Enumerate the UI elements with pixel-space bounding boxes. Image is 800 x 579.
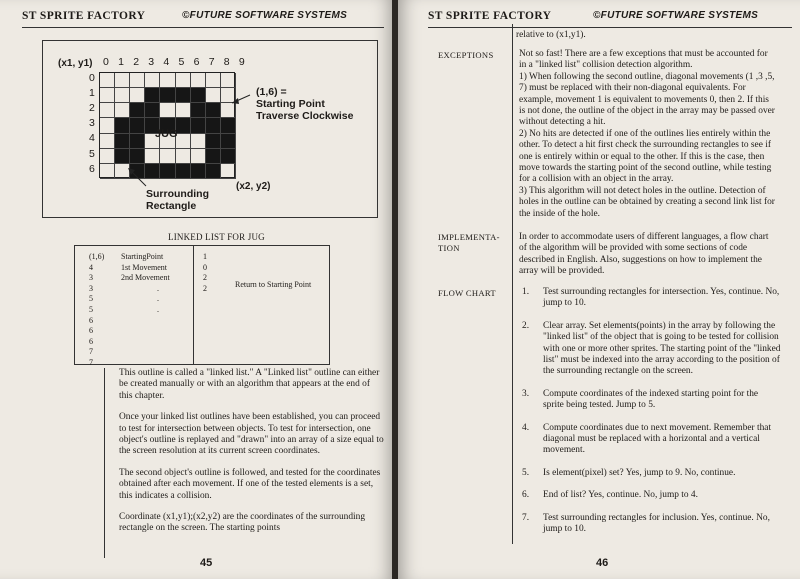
step-number: 7. (522, 512, 530, 523)
section-label-implementation: IMPLEMENTA- TION (438, 232, 500, 253)
row-label: 0 (89, 72, 95, 84)
ll-cell: 5 (89, 304, 93, 314)
step-number: 5. (522, 467, 530, 478)
ll-cell: 0 (203, 262, 207, 272)
step-number: 6. (522, 490, 530, 501)
section-label-exceptions: EXCEPTIONS (438, 50, 494, 60)
continued-text: relative to (x1,y1). (516, 30, 586, 40)
ll-cell: 2 (203, 283, 207, 293)
row-label: 3 (89, 117, 95, 130)
flow-chart-steps (519, 287, 781, 547)
column-label: 2 (133, 56, 140, 68)
paragraph: The second object's outline is followed, and tested for the coordinates obtained after each movement. If one of the tested elements is a set, this indicates a collision. (119, 467, 381, 501)
header-publisher: ©FUTURE SOFTWARE SYSTEMS (593, 10, 759, 21)
exceptions-text: Not so fast! There are a few exceptions that must be accounted for in a "linked list" collision detection algorithm. 1) When following the second outline, diagonal movements (1 ,3 ,5, 7) must be replaced with their non-diagonal equivalents. For example, movement 1 is equivalent to movements 0, then 2. If this is not done, the outline of the object in the array may be passed over without detecting a hit. 2) No hits are detected if one of the outlines lies entirely within the other. To detect a hit first check the surrounding rectangles to see if one is entirely within or equal to the other. If this is the case, then move towards the starting point of the second outline, while testing for a collision with an object in the array. 3) This algorithm will not detect holes in the outline. Detection of holes in the outline can be obtained by creating a second link list for the inside of the hole. (519, 49, 775, 219)
flow-step (519, 287, 781, 310)
step-text: End of list? Yes, continue. No, jump to 4. (543, 490, 698, 501)
paragraph: This outline is called a "linked list." A "Linked list" outline can either be created manually or with an algorithm that appears at the end of this chapter. (119, 368, 380, 401)
flow-step (519, 321, 781, 378)
page-number: 45 (200, 557, 213, 569)
paragraph: Once your linked list outlines have been established, you can proceed to test for intersection between objects. To test for intersection, one object's outline is replayed and "drawn" into an array of a size equal to the screen resolution at its current screen coordinates. (119, 412, 384, 457)
row-label: 4 (89, 132, 95, 145)
margin-rule (512, 24, 513, 544)
ll-cell: 6 (89, 336, 93, 346)
linked-list-title: LINKED LIST FOR JUG (168, 232, 265, 242)
callout-line: Starting Point (256, 98, 325, 110)
ll-column-direction (203, 252, 207, 294)
flow-step (519, 389, 781, 412)
ll-cell: 7 (89, 347, 93, 357)
table-divider (193, 246, 194, 364)
column-label: 8 (223, 56, 230, 68)
ll-cell: 3 (89, 273, 93, 283)
ll-cell: . (157, 283, 159, 293)
step-number: 4. (522, 422, 530, 433)
column-label: 7 (208, 56, 215, 68)
step-text: Compute coordinates due to next movement. Remember that diagonal must be replaced with a horizontal and a vertical movement. (543, 422, 772, 456)
ll-cell: StartingPoint (121, 252, 164, 261)
step-text: Test surrounding rectangles for inclusion. Yes, continue. No, jump to 10. (543, 512, 770, 535)
left-page (0, 0, 394, 579)
ll-cell: 3 (89, 283, 93, 293)
column-label: 6 (193, 56, 200, 68)
ll-cell: . (157, 294, 159, 304)
paragraph: Coordinate (x1,y1);(x2,y2) are the coordinates of the surrounding rectangle on the screen. The starting points (119, 512, 366, 534)
step-text: Clear array. Set elements(points) in the array by following the "linked list" of the object that is going to be tested for collision with one or more other sprites. The starting point of the "linked list" must be indexed into the array according to the position of the surrounding rectangle on the screen. (543, 320, 781, 377)
row-label: 1 (89, 87, 95, 100)
ll-cell: (1,6) (89, 252, 105, 261)
column-label: 0 (103, 56, 109, 68)
row-label: 2 (89, 102, 95, 115)
ll-cell: 1 (203, 252, 207, 261)
running-header (428, 8, 792, 28)
flow-step (519, 468, 781, 479)
linked-list-table (74, 245, 330, 365)
callout-arrows (0, 0, 394, 250)
step-number: 3. (522, 388, 530, 399)
ll-cell: 5 (89, 294, 93, 304)
start-point-callout (256, 86, 353, 122)
step-text: Compute coordinates of the indexed starting point for the sprite being tested. Jump to 5. (543, 388, 759, 411)
step-number: 1. (522, 287, 530, 297)
ll-return-note: Return to Starting Point (235, 280, 312, 289)
header-publisher: ©FUTURE SOFTWARE SYSTEMS (182, 10, 348, 21)
implementation-text: In order to accommodate users of different languages, a flow chart of the algorithm will be provided with some sections of code described in English. Also, suggestions on how to implement the array will be provided. (519, 232, 769, 277)
ll-cell: 2 (203, 273, 207, 283)
row-label: 6 (89, 162, 95, 175)
step-number: 2. (522, 320, 530, 331)
callout-line: (1,6) = (256, 86, 287, 98)
ll-cell: 7 (89, 357, 93, 367)
ll-column-coords (89, 252, 104, 369)
callout-line: Rectangle (146, 200, 197, 212)
flow-step (519, 423, 781, 457)
column-label: 1 (118, 56, 124, 68)
step-text: Test surrounding rectangles for intersection. Yes, continue. No, jump to 10. (543, 287, 780, 309)
corner-label-x1y1: (x1, y1) (58, 58, 93, 69)
flow-step (519, 513, 781, 536)
ll-cell: 6 (89, 326, 93, 336)
row-label: 5 (89, 147, 95, 160)
callout-line: Traverse Clockwise (256, 110, 354, 122)
ll-column-description (121, 252, 170, 316)
ll-cell: 2nd Movement (121, 273, 170, 283)
column-label: 4 (163, 56, 170, 68)
ll-cell: 4 (89, 262, 93, 272)
left-body-text (104, 368, 384, 558)
page-number: 46 (596, 557, 609, 569)
corner-label-x2y2: (x2, y2) (236, 181, 271, 192)
rect-callout (146, 188, 209, 212)
callout-line: Surrounding (146, 188, 209, 200)
ll-cell: . (157, 304, 159, 314)
shape-label: JUG (155, 128, 178, 140)
ll-cell: 6 (89, 315, 93, 325)
ll-cell: 1st Movement (121, 262, 167, 272)
step-text: Is element(pixel) set? Yes, jump to 9. No, continue. (543, 467, 736, 478)
section-label-flow-chart: FLOW CHART (438, 288, 496, 298)
column-label: 9 (238, 56, 245, 68)
header-title: ST SPRITE FACTORY (428, 10, 552, 22)
header-title: ST SPRITE FACTORY (22, 10, 146, 22)
flow-step (519, 490, 781, 501)
column-label: 3 (148, 56, 155, 68)
column-label: 5 (178, 56, 185, 68)
